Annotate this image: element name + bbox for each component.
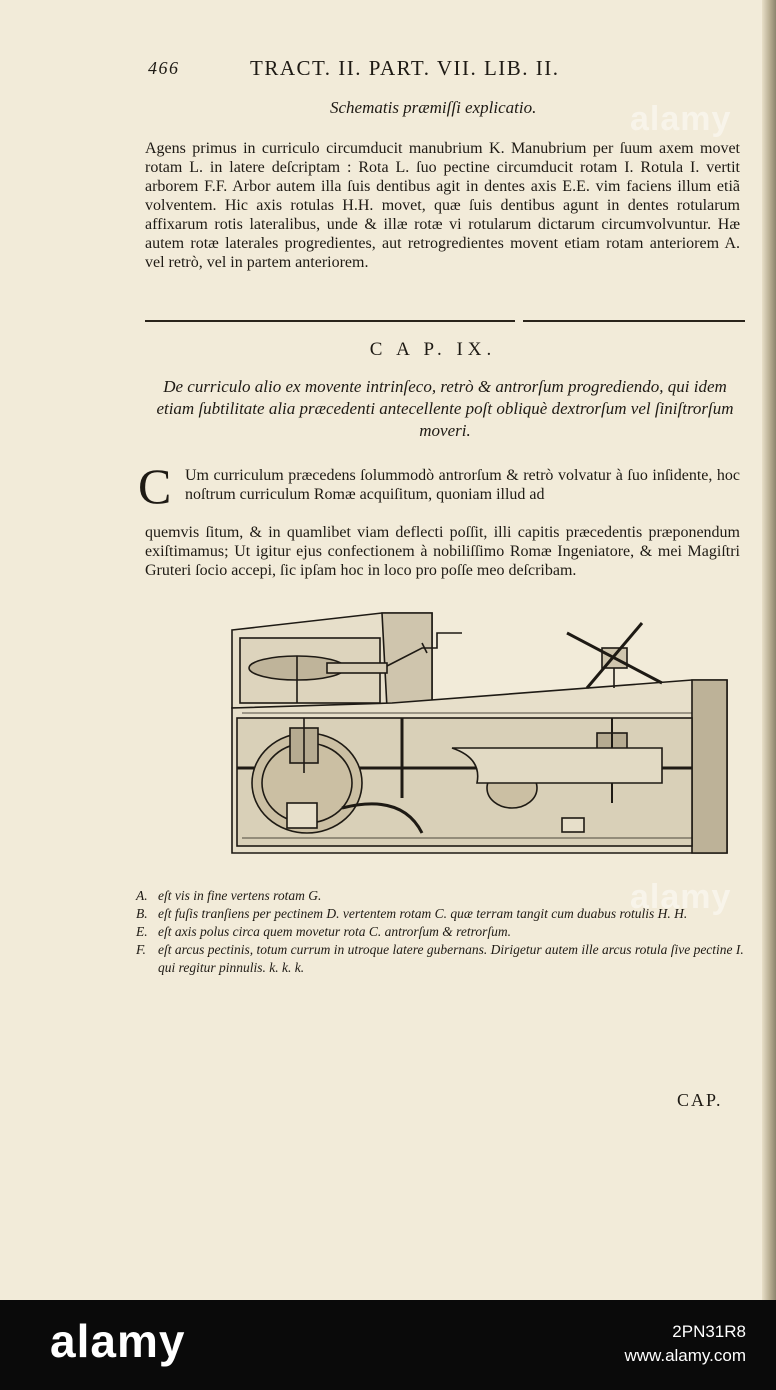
stock-footer-bar bbox=[0, 1300, 776, 1390]
explanation-paragraph: Agens primus in curriculo circumducit manubrium K. Manubrium per ſuum axem movet rotam L. in latere deſcriptam : Rota L. ſuo pectine circumducit rotam I. Rotula I. vertit arborem F.F. Arbor autem illa ſuis dentibus agit in dentes axis E.E. vim faciens illum etiã volventem. Hic axis rotulas H.H. movet, quæ ſuis dentibus agunt in dentes rotularum affixarum rotis lateralibus, unde & illæ rotæ vi rotularum dictarum circumvolvuntur. Hæ autem rotæ laterales progredientes, aut retrogredientes movent etiam rotam anteriorem A. vel retrò, vel in partem anteriorem. bbox=[145, 140, 740, 271]
image-id: 2PN31R8 bbox=[672, 1322, 746, 1341]
legend-item: E. eſt axis polus circa quem movetur rota C. antrorſum & retrorſum. bbox=[136, 924, 511, 939]
page-number: 466 bbox=[148, 58, 180, 78]
legend-item: F. eſt arcus pectinis, totum currum in utroque latere gubernans. Dirigetur autem ille arcus rotula ſive pectine I. qui regitur pinnulis. k. k. k. bbox=[136, 942, 744, 975]
running-title: TRACT. II. PART. VII. LIB. II. bbox=[250, 56, 560, 80]
drop-cap: C bbox=[138, 458, 172, 514]
watermark: alamy bbox=[630, 100, 732, 138]
watermark: alamy bbox=[630, 878, 732, 916]
page-edge bbox=[762, 0, 776, 1300]
body-paragraph-start: Um curriculum præcedens ſolummodò antrorſum & retrò volvatur à ſuo inſidente, hoc noſtrum curriculum Romæ acquiſitum, quoniam illud ad bbox=[185, 467, 740, 503]
body-paragraph-rest: quemvis ſitum, & in quamlibet viam deflecti poſſit, illi capitis præcedentis præponendum exiſtimamus; Ut igitur ejus confectionem à nobiliſſimo Romæ Ingeniatore, & mei Magiſtri Gruteri ſocio accepi, ſic ipſam hoc in loco pro poſſe meo deſcribam. bbox=[145, 524, 740, 579]
legend-item: A. eſt vis in fine vertens rotam G. bbox=[136, 888, 322, 903]
catchword: CAP. bbox=[677, 1090, 723, 1110]
chapter-heading: C A P. IX. bbox=[369, 339, 497, 360]
alamy-logo: alamy bbox=[50, 1315, 186, 1367]
legend-item: B. eſt fuſis tranſiens per pectinem D. vertentem rotam C. quæ terram tangit cum duabus rotulis H. H. bbox=[136, 906, 688, 921]
cart-mechanism-engraving bbox=[222, 608, 732, 858]
chapter-title: De curriculo alio ex movente intrinſeco, retrò & antrorſum progrediendo, qui idem etiam ſubtilitate alia præcedenti antecellente poſt obliquè dextrorſum vel ſiniſtrorſum moveri. bbox=[156, 377, 734, 440]
image-credit bbox=[624, 1320, 746, 1368]
section-divider bbox=[145, 320, 745, 322]
section-subtitle: Schematis præmiſſi explicatio. bbox=[330, 98, 537, 117]
site-url: www.alamy.com bbox=[624, 1346, 746, 1365]
